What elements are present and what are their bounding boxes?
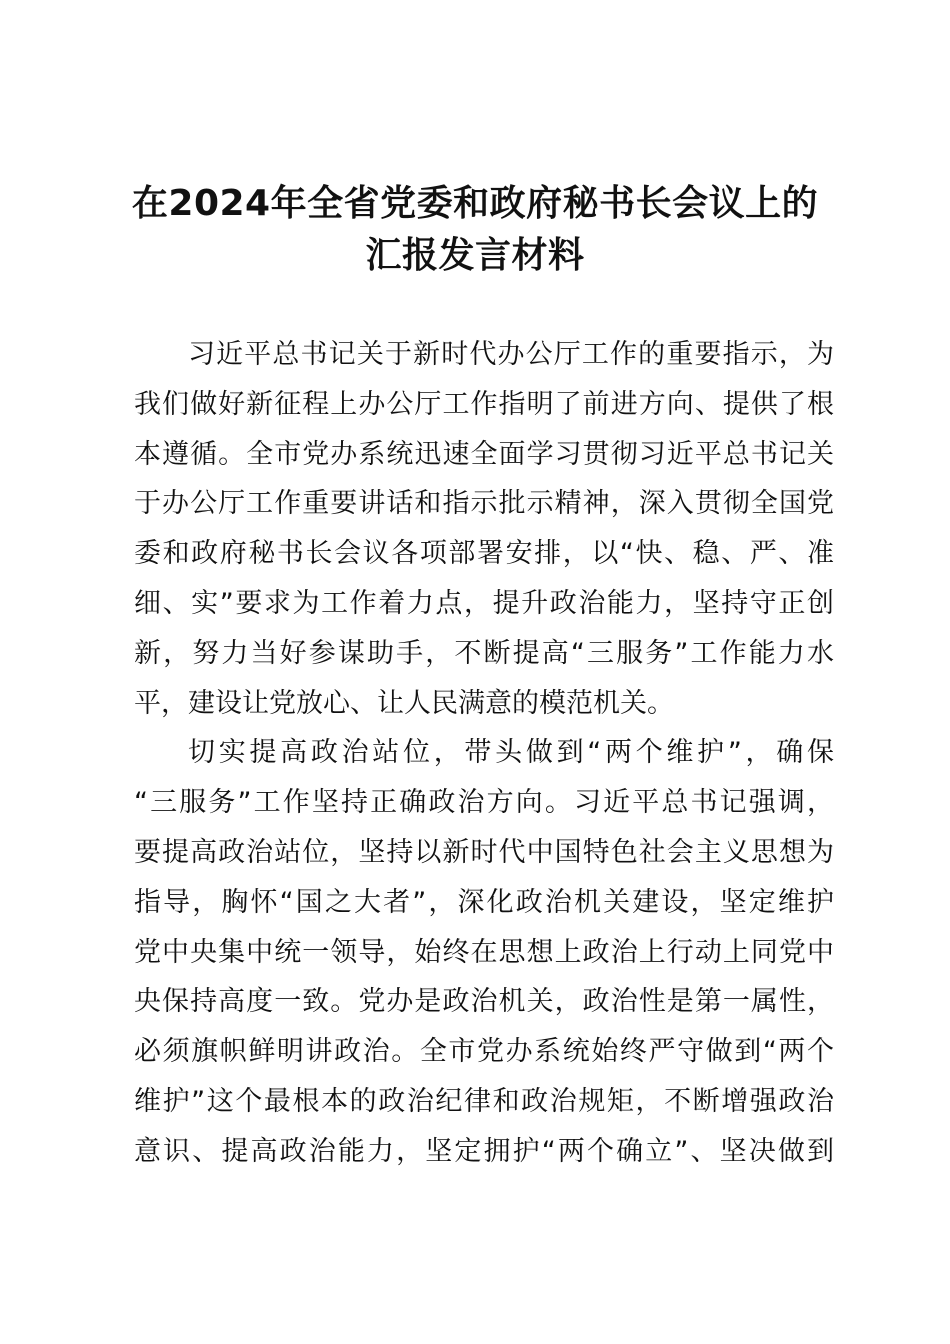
- paragraph-2: [134, 728, 834, 1176]
- paragraph-line: 维护”这个最根本的政治纪律和政治规矩，不断增强政治: [134, 1085, 834, 1117]
- paragraph-line: 习近平总书记关于新时代办公厅工作的重要指示，为: [188, 339, 834, 370]
- paragraph-line: “三服务”工作坚持正确政治方向。习近平总书记强调，: [134, 787, 834, 819]
- paragraph-line: 要提高政治站位，坚持以新时代中国特色社会主义思想为: [134, 836, 834, 868]
- paragraph-line: 党中央集中统一领导，始终在思想上政治上行动上同党中: [134, 936, 834, 968]
- paragraph-line: 细、实”要求为工作着力点，提升政治能力，坚持守正创: [134, 587, 834, 619]
- paragraph-line: 央保持高度一致。党办是政治机关，政治性是第一属性，: [134, 986, 834, 1018]
- paragraph-line: 切实提高政治站位，带头做到“两个维护”，确保: [188, 737, 834, 769]
- paragraph-line: 我们做好新征程上办公厅工作指明了前进方向、提供了根: [134, 388, 834, 420]
- paragraph-line: 于办公厅工作重要讲话和指示批示精神，深入贯彻全国党: [134, 488, 834, 520]
- paragraph-line: 平，建设让党放心、让人民满意的模范机关。: [134, 687, 674, 719]
- paragraph-1: [134, 330, 834, 728]
- paragraph-line: 本遵循。全市党办系统迅速全面学习贯彻习近平总书记关: [134, 438, 834, 470]
- title-line: 在2024年全省党委和政府秘书长会议上的: [131, 183, 819, 224]
- paragraph-line: 委和政府秘书长会议各项部署安排，以“快、稳、严、准: [134, 538, 834, 570]
- paragraph-line: 必须旗帜鲜明讲政治。全市党办系统始终严守做到“两个: [134, 1036, 834, 1068]
- title-line: 汇报发言材料: [365, 235, 585, 276]
- paragraph-line: 指导，胸怀“国之大者”，深化政治机关建设，坚定维护: [134, 886, 834, 918]
- paragraph-line: 新，努力当好参谋助手，不断提高“三服务”工作能力水: [134, 637, 834, 669]
- document-body: [134, 330, 834, 1177]
- document-title: [100, 178, 850, 282]
- paragraph-line: 意识、提高政治能力，坚定拥护“两个确立”、坚决做到: [134, 1135, 834, 1167]
